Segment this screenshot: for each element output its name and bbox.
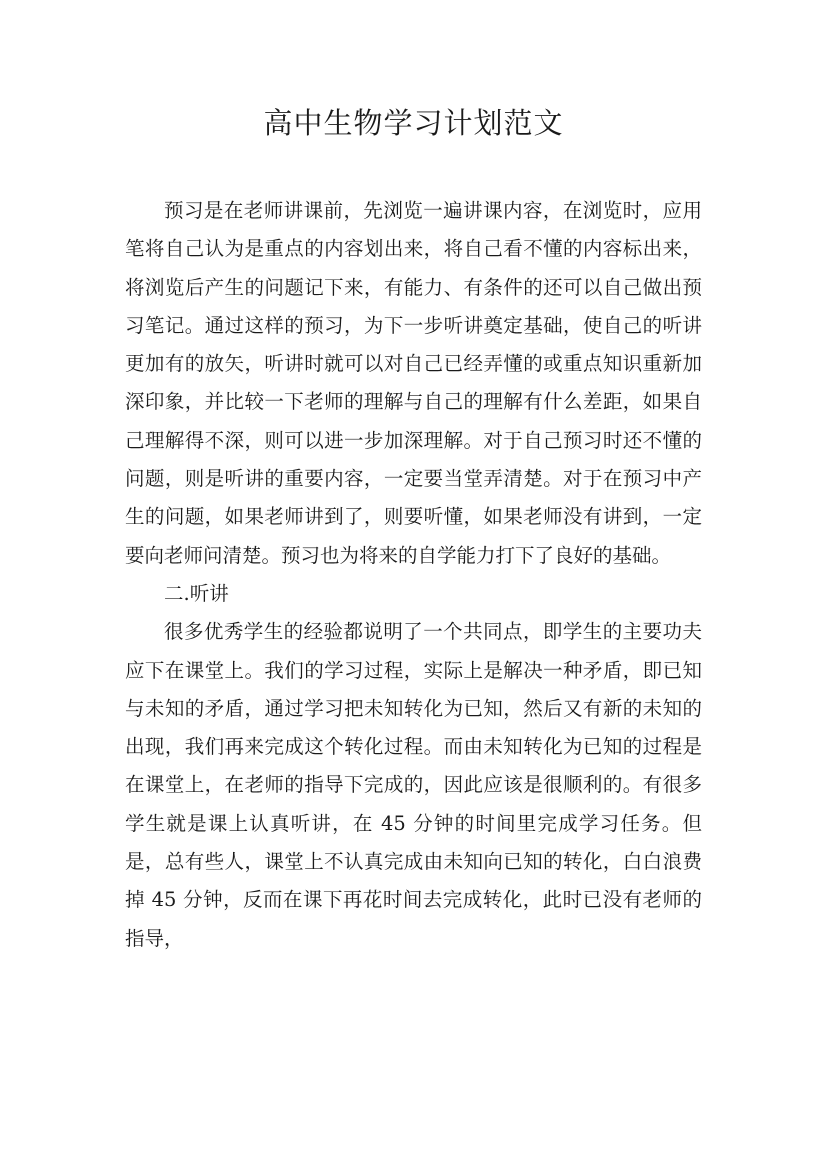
section-heading-listening: 二.听讲: [164, 581, 229, 605]
paragraph-listening: 很多优秀学生的经验都说明了一个共同点，即学生的主要功夫应下在课堂上。我们的学习过程，实际上是解决一种矛盾，即已知与未知的矛盾，通过学习把未知转化为已知，然后又有新的未知的出现，我们再来完成这个转化过程。而由未知转化为已知的过程是在课堂上，在老师的指导下完成的，因此应该是很顺利的。有很多学生就是课上认真听讲，在 45 分钟的时间里完成学习任务。但是，总有些人，课堂上不认真完成由未知向已知的转化，白白浪费掉 45 分钟，反而在课下再花时间去完成转化，此时已没有老师的指导，: [125, 620, 702, 950]
paragraph-preview: 预习是在老师讲课前，先浏览一遍讲课内容，在浏览时，应用笔将自己认为是重点的内容划出来，将自己看不懂的内容标出来，将浏览后产生的问题记下来，有能力、有条件的还可以自己做出预习笔记。通过这样的预习，为下一步听讲奠定基础，使自己的听讲更加有的放矢，听讲时就可以对自己已经弄懂的或重点知识重新加深印象，并比较一下老师的理解与自己的理解有什么差距，如果自己理解得不深，则可以进一步加深理解。对于自己预习时还不懂的问题，则是听讲的重要内容，一定要当堂弄清楚。对于在预习中产生的问题，如果老师讲到了，则要听懂，如果老师没有讲到，一定要向老师问清楚。预习也为将来的自学能力打下了良好的基础。: [125, 199, 702, 567]
document-body: [125, 192, 702, 958]
document-title: 高中生物学习计划范文: [263, 106, 564, 140]
